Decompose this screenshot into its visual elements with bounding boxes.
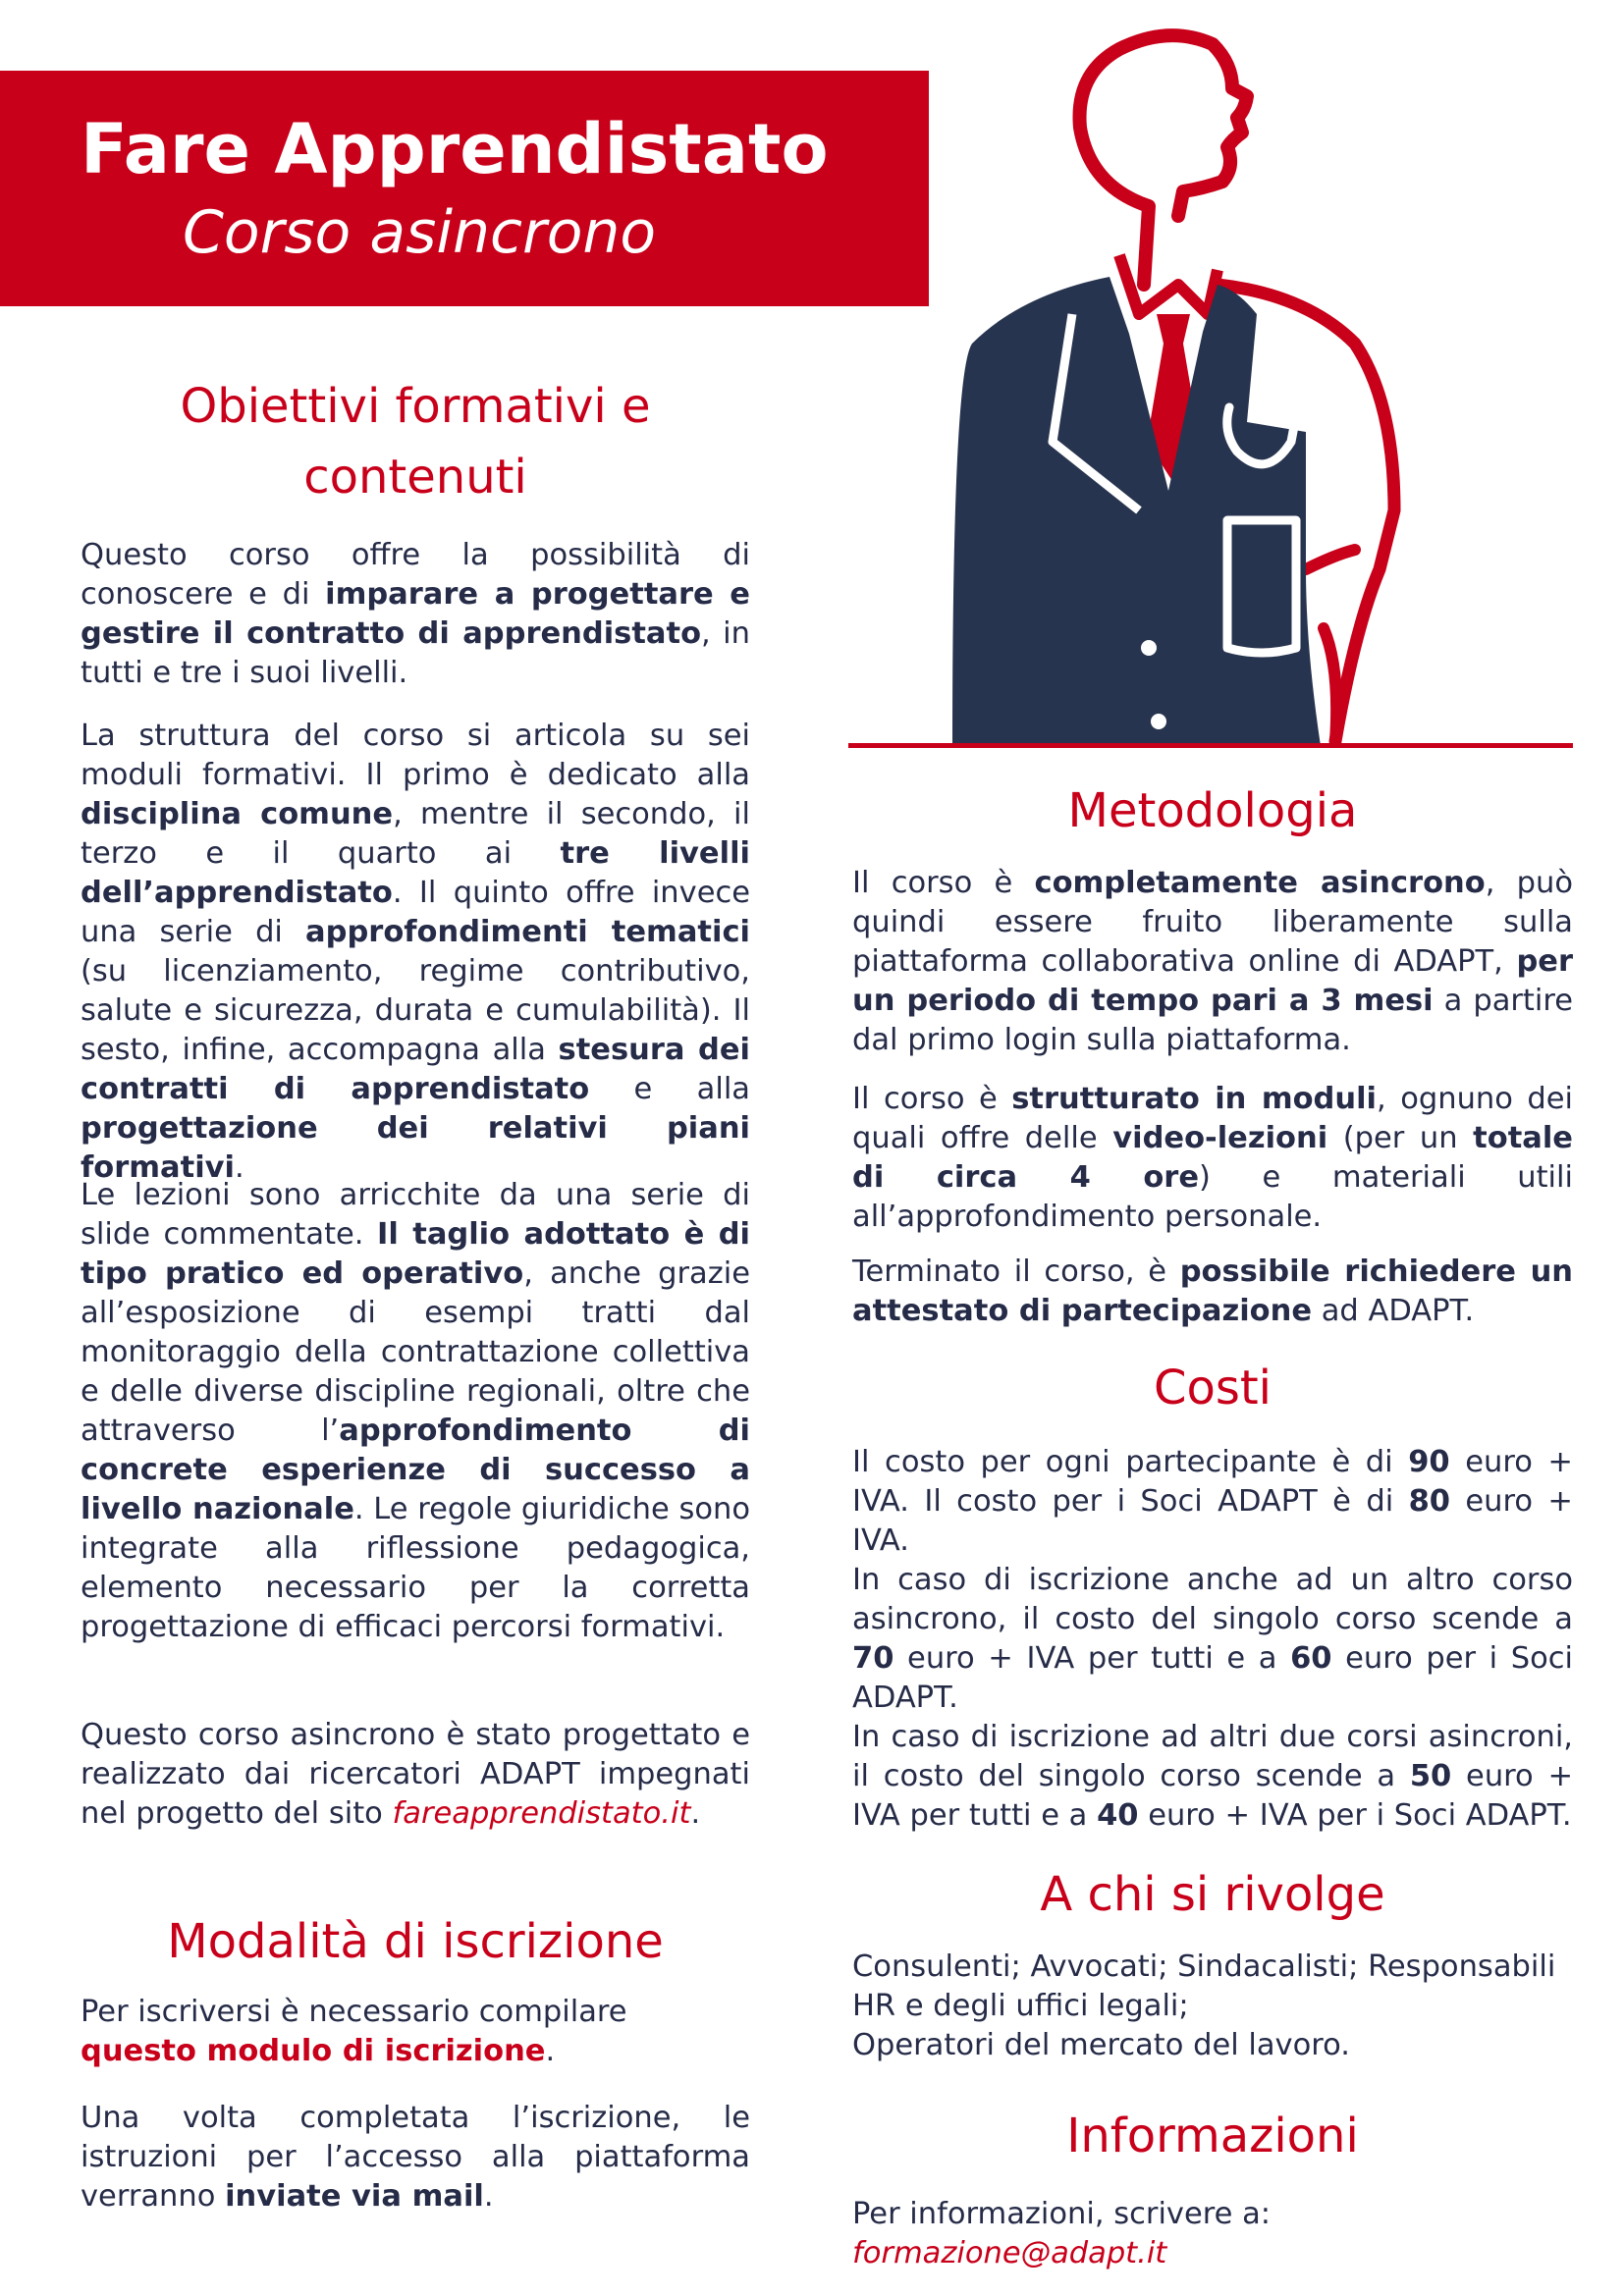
bold-run: tre livelli dell’apprendistato [81, 836, 750, 910]
costi-heading: Costi [1153, 1361, 1272, 1415]
bold-run: approfondimenti tematici [305, 915, 750, 949]
text-run: Questo corso asincrono è stato progettato e realizzato dai ricercatori ADAPT impegnati nel progetto del sito [81, 1718, 750, 1831]
text-run: . Il quinto offre invece una serie di [81, 876, 750, 949]
costi-paragraph-1 [852, 1443, 1573, 1561]
page-title: Fare Apprendistato [81, 109, 829, 189]
metodologia-paragraph-3 [852, 1253, 1573, 1331]
informazioni-paragraph [852, 2195, 1573, 2273]
text-run: euro + IVA per i Soci ADAPT. [1138, 1798, 1572, 1833]
obiettivi-paragraph-4 [81, 1716, 750, 1834]
bold-run: totale di circa 4 ore [852, 1121, 1573, 1195]
text-run: , può quindi essere fruito liberamente sulla piattaforma collaborativa online di ADAPT, [852, 866, 1573, 979]
text-run: Operatori del mercato del lavoro. [852, 2028, 1350, 2062]
bold-run: 90 [1408, 1445, 1450, 1479]
bold-run: completamente asincrono [1034, 866, 1486, 900]
obiettivi-heading-line1: Obiettivi formativi e [180, 379, 651, 434]
text-run: (su licenziamento, regime contributivo, salute e sicurezza, durata e cumulabilità). Il sesto, infine, accompagna alla [81, 954, 750, 1067]
text-run: In caso di iscrizione ad altri due corsi asincroni, il costo del singolo corso scende a [852, 1720, 1573, 1793]
rivolge-paragraph [852, 1948, 1573, 2065]
text-run: Questo corso offre la possibilità di conoscere e di [81, 538, 750, 612]
text-run: e alla [589, 1072, 750, 1106]
text-run: . [545, 2034, 556, 2068]
text-run: . [690, 1796, 701, 1831]
iscrizione-heading: Modalità di iscrizione [167, 1914, 664, 1969]
bold-run: 80 [1408, 1484, 1451, 1519]
rivolge-heading: A chi si rivolge [1040, 1867, 1385, 1922]
bold-run: video-lezioni [1112, 1121, 1328, 1155]
bold-run: 60 [1290, 1641, 1332, 1676]
bold-run: stesura dei contratti di apprendistato [81, 1033, 750, 1106]
text-run: ) e materiali utili all’approfondimento personale. [852, 1160, 1573, 1234]
text-run: , mentre il secondo, il terzo e il quarto ai [81, 797, 751, 871]
metodologia-heading: Metodologia [1067, 783, 1358, 838]
text-run: euro + IVA. [852, 1484, 1573, 1558]
informazioni-heading: Informazioni [1066, 2109, 1359, 2163]
text-run: euro + IVA. Il costo per i Soci ADAPT è di [852, 1445, 1573, 1519]
text-run: , anche grazie all’esposizione di esempi tratti dal monitoraggio della contrattazione collettiva e delle diverse discipline regionali, oltre che attraverso l’ [81, 1256, 750, 1448]
bold-run: strutturato in moduli [1011, 1082, 1378, 1116]
text-run: In caso di iscrizione anche ad un altro corso asincrono, il costo del singolo corso scende a [852, 1563, 1573, 1636]
text-run: Il costo per ogni partecipante è di [852, 1445, 1409, 1479]
fareapprendistato-link[interactable]: fareapprendistato.it [392, 1796, 691, 1831]
section-divider [848, 743, 1573, 748]
costi-paragraph-2 [852, 1561, 1573, 1718]
bold-run: 40 [1097, 1798, 1139, 1833]
text-run: Le lezioni sono arricchite da una serie di slide commentate. [81, 1178, 750, 1252]
text-run: euro per i Soci ADAPT. [852, 1641, 1573, 1715]
text-run: euro + IVA per tutti e a [852, 1759, 1574, 1833]
iscrizione-paragraph-1 [81, 1993, 750, 2071]
iscrizione-form-link[interactable]: questo modulo di iscrizione [81, 2034, 546, 2068]
bold-run: per un periodo di tempo pari a 3 mesi [852, 944, 1573, 1018]
text-run: Il corso è [852, 866, 1035, 900]
text-run: Terminato il corso, è [852, 1255, 1180, 1289]
text-run: . [483, 2179, 494, 2214]
bold-run: progettazione dei relativi piani formativi [81, 1111, 750, 1185]
obiettivi-heading-line2: contenuti [303, 450, 527, 505]
text-run: La struttura del corso si articola su sei moduli formativi. Il primo è dedicato alla [81, 719, 750, 792]
obiettivi-paragraph-1 [81, 536, 750, 693]
text-run: . [235, 1150, 244, 1185]
text-run: a partire dal primo login sulla piattaforma. [852, 984, 1573, 1057]
bold-run: imparare a progettare e gestire il contratto di apprendistato [81, 577, 750, 651]
bold-run: 50 [1409, 1759, 1452, 1793]
text-run: Consulenti; Avvocati; Sindacalisti; Responsabili HR e degli uffici legali; [852, 1949, 1556, 2023]
page-subtitle: Corso asincrono [183, 198, 657, 267]
man-in-suit-illustration [844, 20, 1591, 756]
obiettivi-paragraph-3 [81, 1176, 750, 1647]
text-run: (per un [1327, 1121, 1474, 1155]
bold-run: possibile richiedere un attestato di partecipazione [852, 1255, 1573, 1328]
text-run: . Le regole giuridiche sono integrate alla riflessione pedagogica, elemento necessario per la corretta progettazione di efficaci percorsi formativi. [81, 1492, 750, 1644]
text-run: ad ADAPT. [1312, 1294, 1475, 1328]
metodologia-paragraph-1 [852, 864, 1573, 1060]
email-link[interactable]: formazione@adapt.it [852, 2236, 1167, 2270]
obiettivi-paragraph-2 [81, 717, 750, 1188]
bold-run: inviate via mail [225, 2179, 484, 2214]
text-run: euro + IVA per tutti e a [893, 1641, 1291, 1676]
text-run: Una volta completata l’iscrizione, le istruzioni per l’accesso alla piattaforma verranno [81, 2101, 750, 2214]
metodologia-paragraph-2 [852, 1080, 1573, 1237]
text-run: Il corso è [852, 1082, 1012, 1116]
text-run: Per informazioni, scrivere a: [852, 2197, 1272, 2231]
text-run: , ognuno dei quali offre delle [852, 1082, 1573, 1155]
bold-run: disciplina comune [81, 797, 394, 831]
text-run: , in tutti e tre i suoi livelli. [81, 616, 750, 690]
bold-run: Il taglio adottato è di tipo pratico ed operativo [81, 1217, 750, 1291]
title-banner [0, 71, 929, 306]
text-run: Per iscriversi è necessario compilare [81, 1995, 627, 2029]
bold-run: 70 [852, 1641, 894, 1676]
bold-run: approfondimento di concrete esperienze di successo a livello nazionale [81, 1414, 750, 1526]
iscrizione-paragraph-2 [81, 2099, 750, 2216]
costi-paragraph-3 [852, 1718, 1573, 1836]
obiettivi-heading [81, 371, 750, 512]
